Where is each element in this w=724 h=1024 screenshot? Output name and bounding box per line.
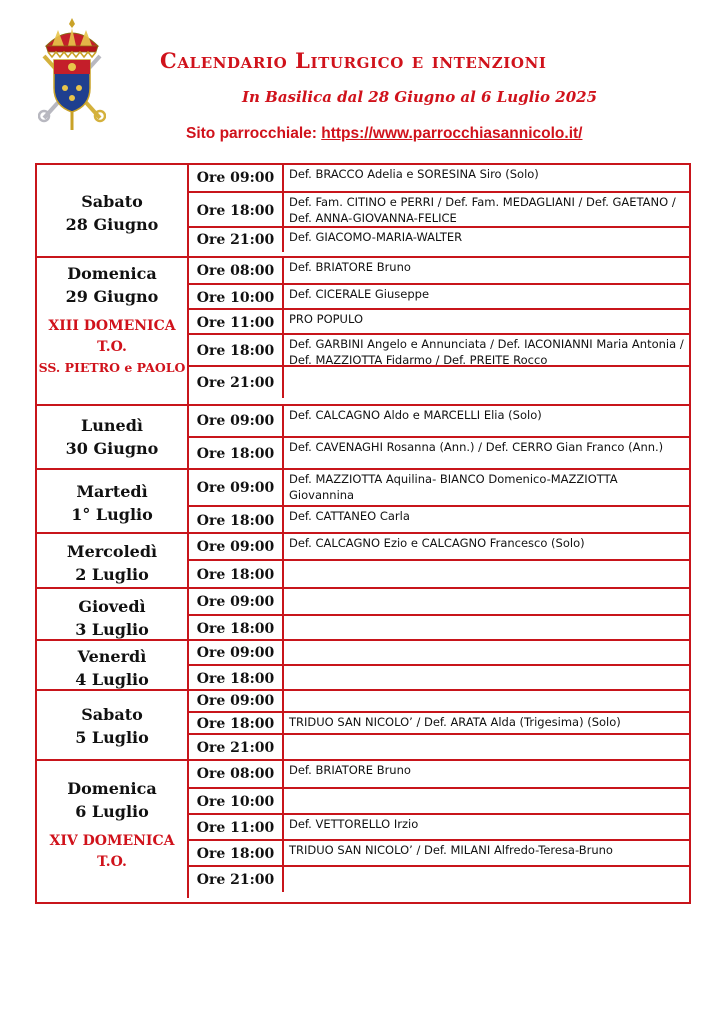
mass-rows [189, 691, 689, 761]
mass-row [189, 406, 689, 436]
mass-row [189, 813, 689, 841]
day-date: 1° Luglio [71, 505, 153, 524]
day-name: Mercoledì [66, 542, 158, 561]
day-name: Sabato [81, 705, 143, 724]
mass-row [189, 589, 689, 614]
day-date: 5 Luglio [75, 728, 149, 747]
mass-intention: TRIDUO SAN NICOLO’ / Def. MILANI Alfredo-Teresa-Bruno [289, 843, 613, 857]
mass-intention: Def. CALCAGNO Ezio e CALCAGNO Francesco (Solo) [289, 536, 585, 550]
day-name: Sabato [81, 192, 143, 211]
mass-time: Ore 18:00 [189, 561, 284, 589]
day-name: Giovedì [78, 597, 146, 616]
mass-row [189, 365, 689, 398]
mass-time: Ore 18:00 [189, 666, 284, 691]
mass-intention: PRO POPULO [289, 312, 364, 326]
basilica-crest-icon [38, 16, 106, 132]
mass-time: Ore 10:00 [189, 789, 284, 815]
mass-time: Ore 18:00 [189, 841, 284, 867]
mass-time: Ore 09:00 [189, 470, 284, 505]
mass-intention: Def. GIACOMO-MARIA-WALTER [289, 230, 463, 244]
day-date: 29 Giugno [65, 287, 159, 306]
mass-rows [189, 258, 689, 406]
day-block [37, 404, 689, 470]
day-name: Domenica [67, 779, 157, 798]
site-url-link[interactable]: https://www.parrocchiasannicolo.it/ [321, 125, 583, 142]
mass-intention [284, 589, 689, 614]
mass-intention: Def. CALCAGNO Aldo e MARCELLI Elia (Solo) [289, 408, 542, 422]
mass-time: Ore 18:00 [189, 438, 284, 470]
day-cell [37, 534, 189, 589]
mass-row [189, 534, 689, 559]
mass-intention: Def. BRACCO Adelia e SORESINA Siro (Solo) [289, 167, 539, 181]
mass-row [189, 865, 689, 892]
mass-time: Ore 18:00 [189, 616, 284, 641]
mass-row [189, 505, 689, 534]
mass-time: Ore 11:00 [189, 310, 284, 335]
mass-intention [284, 691, 689, 711]
mass-time: Ore 09:00 [189, 534, 284, 559]
site-label: Sito parrocchiale: [186, 125, 322, 142]
mass-intention: Def. CATTANEO Carla [289, 509, 410, 523]
day-date: 6 Luglio [75, 802, 149, 821]
mass-time: Ore 09:00 [189, 641, 284, 664]
mass-intention [284, 561, 689, 589]
day-block [37, 689, 689, 761]
page-title: Calendario Liturgico e intenzioni [160, 48, 547, 73]
mass-intention [284, 367, 689, 398]
mass-row [189, 787, 689, 815]
mass-row [189, 436, 689, 470]
mass-row [189, 308, 689, 335]
mass-intention: Def. BRIATORE Bruno [289, 763, 411, 777]
mass-intention: Def. CICERALE Giuseppe [289, 287, 430, 301]
mass-row [189, 839, 689, 867]
day-cell [37, 470, 189, 534]
mass-rows [189, 589, 689, 641]
mass-rows [189, 406, 689, 470]
day-date: 2 Luglio [75, 565, 149, 584]
day-date: 4 Luglio [75, 670, 149, 689]
mass-time: Ore 21:00 [189, 367, 284, 398]
day-cell [37, 165, 189, 256]
day-name: Venerdì [77, 647, 147, 666]
day-date: 30 Giugno [65, 439, 159, 458]
mass-intention: TRIDUO SAN NICOLO’ / Def. ARATA Alda (Trigesima) (Solo) [289, 715, 621, 729]
mass-intention: Def. BRIATORE Bruno [289, 260, 411, 274]
day-date: 3 Luglio [75, 620, 149, 639]
mass-time: Ore 18:00 [189, 335, 284, 367]
mass-time: Ore 09:00 [189, 406, 284, 436]
day-cell [37, 258, 189, 406]
mass-time: Ore 09:00 [189, 165, 284, 191]
mass-row [189, 333, 689, 367]
mass-row [189, 691, 689, 711]
mass-intention [284, 735, 689, 761]
mass-time: Ore 08:00 [189, 258, 284, 283]
mass-time: Ore 09:00 [189, 589, 284, 614]
mass-row [189, 641, 689, 664]
day-cell [37, 691, 189, 761]
mass-intention [284, 789, 689, 815]
day-cell [37, 589, 189, 641]
day-block [37, 639, 689, 691]
day-cell [37, 641, 189, 691]
mass-time: Ore 21:00 [189, 867, 284, 892]
mass-time: Ore 08:00 [189, 761, 284, 787]
day-name: Martedì [76, 482, 148, 501]
mass-intention: Def. Fam. CITINO e PERRI / Def. Fam. MEDAGLIANI / Def. GAETANO / Def. ANNA-GIOVANNA-FELICE [289, 195, 676, 225]
mass-time: Ore 18:00 [189, 713, 284, 735]
mass-row [189, 165, 689, 191]
mass-time: Ore 21:00 [189, 735, 284, 761]
mass-intention: Def. CAVENAGHI Rosanna (Ann.) / Def. CERRO Gian Franco (Ann.) [289, 440, 664, 454]
mass-time: Ore 10:00 [189, 285, 284, 310]
mass-intention [284, 867, 689, 892]
mass-intention: Def. VETTORELLO Irzio [289, 817, 419, 831]
site-line [186, 125, 582, 143]
day-block [37, 468, 689, 534]
mass-intention [284, 616, 689, 641]
mass-row [189, 283, 689, 310]
day-block [37, 587, 689, 641]
mass-row [189, 226, 689, 252]
mass-intention: Def. MAZZIOTTA Aquilina- BIANCO Domenico-MAZZIOTTA Giovannina [289, 472, 618, 502]
mass-time: Ore 09:00 [189, 691, 284, 711]
day-block [37, 165, 689, 256]
mass-intention [284, 666, 689, 691]
mass-row [189, 559, 689, 589]
mass-time: Ore 21:00 [189, 228, 284, 252]
day-cell [37, 406, 189, 470]
mass-rows [189, 470, 689, 534]
mass-intention [284, 641, 689, 664]
mass-row [189, 664, 689, 691]
mass-row [189, 733, 689, 761]
day-block [37, 532, 689, 589]
day-block [37, 759, 689, 898]
mass-row [189, 470, 689, 505]
feast-note: SS. PIETRO e PAOLO [38, 360, 186, 375]
mass-time: Ore 18:00 [189, 193, 284, 228]
mass-row [189, 711, 689, 735]
mass-row [189, 191, 689, 228]
mass-rows [189, 534, 689, 589]
mass-row [189, 761, 689, 787]
day-name: Domenica [67, 264, 157, 283]
mass-row [189, 614, 689, 641]
mass-rows [189, 761, 689, 898]
mass-row [189, 258, 689, 283]
calendar-table [35, 163, 691, 904]
mass-rows [189, 641, 689, 691]
liturgical-note: XIV DOMENICA T.O. [49, 833, 175, 870]
mass-time: Ore 18:00 [189, 507, 284, 534]
mass-time: Ore 11:00 [189, 815, 284, 841]
day-cell [37, 761, 189, 898]
mass-intention: Def. GARBINI Angelo e Annunciata / Def. IACONIANNI Maria Antonia / Def. MAZZIOTTA Fidarmo / Def. PREITE Rocco [289, 337, 684, 367]
day-name: Lunedì [81, 416, 143, 435]
day-date: 28 Giugno [65, 215, 159, 234]
mass-rows [189, 165, 689, 256]
liturgical-note: XIII DOMENICA T.O. [48, 318, 176, 355]
day-block [37, 256, 689, 406]
page-subtitle: In Basilica dal 28 Giugno al 6 Luglio 2025 [242, 88, 598, 106]
